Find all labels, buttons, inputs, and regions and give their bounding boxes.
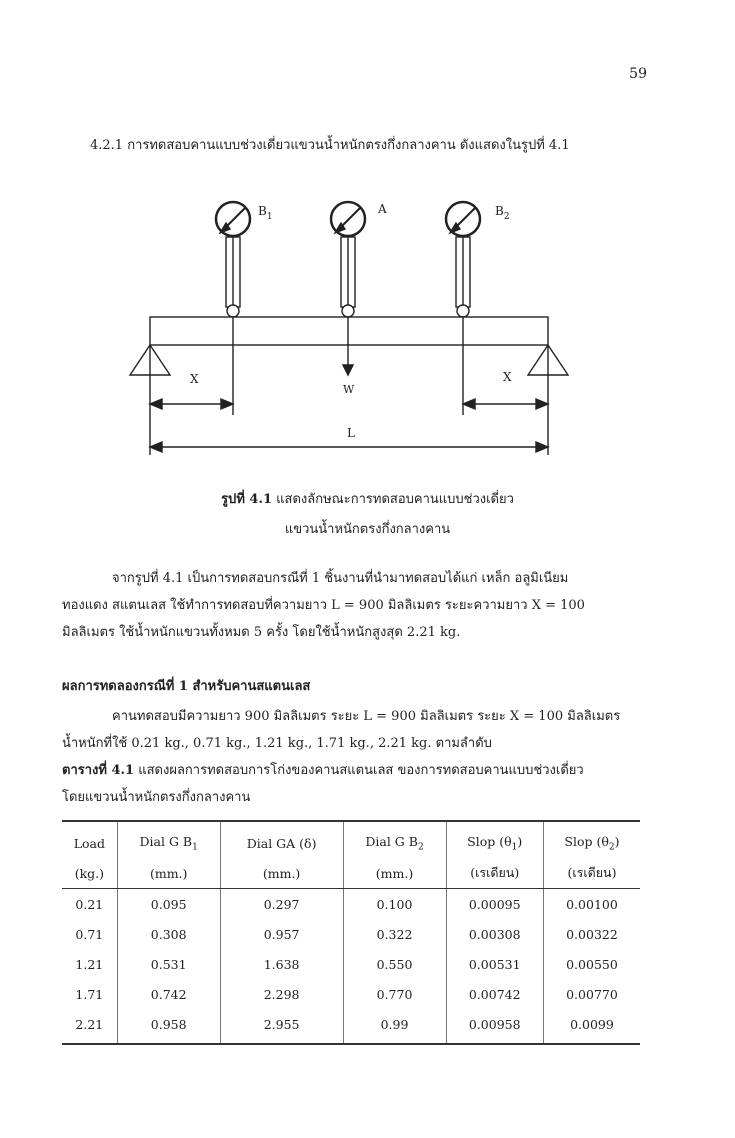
table-cell: 0.99 [343,1009,446,1044]
load-label: W [343,383,355,396]
table-cell: 0.095 [117,889,220,920]
table-cell: 2.298 [220,979,343,1009]
col-header: Dial G $B_2$ [343,821,446,858]
table-units-row [62,858,640,889]
table-cell: 0.308 [117,919,220,949]
table-cell: 0.550 [343,949,446,979]
results-paragraph [62,703,662,811]
dial-gauge-a [331,202,365,317]
unit-header: (เรเดียน) [446,858,543,889]
gauge-a-label: A [378,202,387,216]
table-caption-line2: โดยแขวนน้ำหนักตรงกึ่งกลางคาน [62,790,251,805]
intro-line: จากรูปที่ 4.1 เป็นการทดสอบกรณีที่ 1 ชิ้นงานที่นำมาทดสอบได้แก่ เหล็ก อลูมิเนียม [112,571,569,586]
dial-gauge-b1 [216,202,250,317]
table-cell: 0.297 [220,889,343,920]
table-cell: 0.00100 [543,889,640,920]
beam-test-figure [100,185,580,465]
figure-caption-label: รูปที่ 4.1 [221,492,273,507]
intro-paragraph [62,565,662,646]
table-cell: 2.955 [220,1009,343,1044]
gauge-b2-label: $B_2$ [495,204,510,222]
table-cell: 1.21 [75,956,104,972]
table-cell: 2.21 [62,1009,117,1044]
table-row [62,949,640,979]
table-row [62,919,640,949]
table-cell: 0.00958 [446,1009,543,1044]
figure-caption-line1: แสดงลักษณะการทดสอบคานแบบช่วงเดี่ยว [272,492,514,507]
beam [150,317,548,345]
results-heading: ผลการทดลองกรณีที่ 1 สำหรับคานสแตนเลส [62,679,311,694]
section-heading: 4.2.1 การทดสอบคานแบบช่วงเดี่ยวแขวนน้ำหนักตรงกึ่งกลางคาน ดังแสดงในรูปที่ 4.1 [90,138,570,153]
col-header: Slop $(\theta_1)$ [446,821,543,858]
table-cell: 0.21 [75,896,104,912]
deflection-table [62,820,640,1045]
table-cell: 0.770 [343,979,446,1009]
col-header: Slop $(\theta_2)$ [543,821,640,858]
table-cell: 0.742 [117,979,220,1009]
results-line: น้ำหนักที่ใช้ 0.21 kg., 0.71 kg., 1.21 kg., 1.71 kg., 2.21 kg. ตามลำดับ [62,736,492,751]
table-row [62,979,640,1009]
table-cell: 0.00322 [543,919,640,949]
results-line: คานทดสอบมีความยาว 900 มิลลิเมตร ระยะ L = 900 มิลลิเมตร ระยะ X = 100 มิลลิเมตร [112,709,621,724]
table-cell: 0.00770 [543,979,640,1009]
table-cell: 0.0099 [543,1009,640,1044]
intro-line: มิลลิเมตร ใช้น้ำหนักแขวนทั้งหมด 5 ครั้ง โดยใช้น้ำหนักสูงสุด 2.21 kg. [62,625,461,640]
table-caption [62,757,662,784]
table-caption-label: ตารางที่ 4.1 [62,763,135,778]
table-cell: 0.71 [75,926,104,942]
figure-caption [0,488,735,509]
table-cell: 0.531 [117,949,220,979]
unit-header: (mm.) [343,858,446,889]
gauge-b1-label: $B_1$ [258,204,273,222]
unit-header: (mm.) [117,858,220,889]
table-cell: 0.100 [343,889,446,920]
table-cell: 0.00095 [446,889,543,920]
table-cell: 0.00308 [446,919,543,949]
unit-header: (เรเดียน) [543,858,640,889]
table-cell: 1.638 [220,949,343,979]
unit-header: (kg.) [62,858,117,889]
table-cell: 0.00742 [446,979,543,1009]
table-cell: 1.71 [75,986,104,1002]
table-cell: 0.958 [117,1009,220,1044]
dial-gauge-b2 [446,202,480,317]
intro-line: ทองแดง สแตนเลส ใช้ทำการทดสอบที่ความยาว L = 900 มิลลิเมตร ระยะความยาว X = 100 [62,598,585,613]
x-left-label: X [190,372,199,386]
table-caption-text: แสดงผลการทดสอบการโก่งของคานสแตนเลส ของการทดสอบคานแบบช่วงเดี่ยว [134,763,584,778]
span-label: L [347,426,355,440]
col-header: Load [62,821,117,858]
table-cell: 0.00531 [446,949,543,979]
table-cell: 0.957 [220,919,343,949]
unit-header: (mm.) [220,858,343,889]
table-header-row [62,821,640,858]
page-number: 59 [629,66,647,82]
figure-caption-line2: แขวนน้ำหนักตรงกึ่งกลางคาน [284,522,451,537]
table-row [62,1009,640,1044]
col-header: Dial G $B_1$ [117,821,220,858]
table-row [62,889,640,920]
col-header: Dial GA (δ) [220,821,343,858]
table-cell: 0.00550 [543,949,640,979]
x-right-label: X [503,370,512,384]
table-cell: 0.322 [343,919,446,949]
